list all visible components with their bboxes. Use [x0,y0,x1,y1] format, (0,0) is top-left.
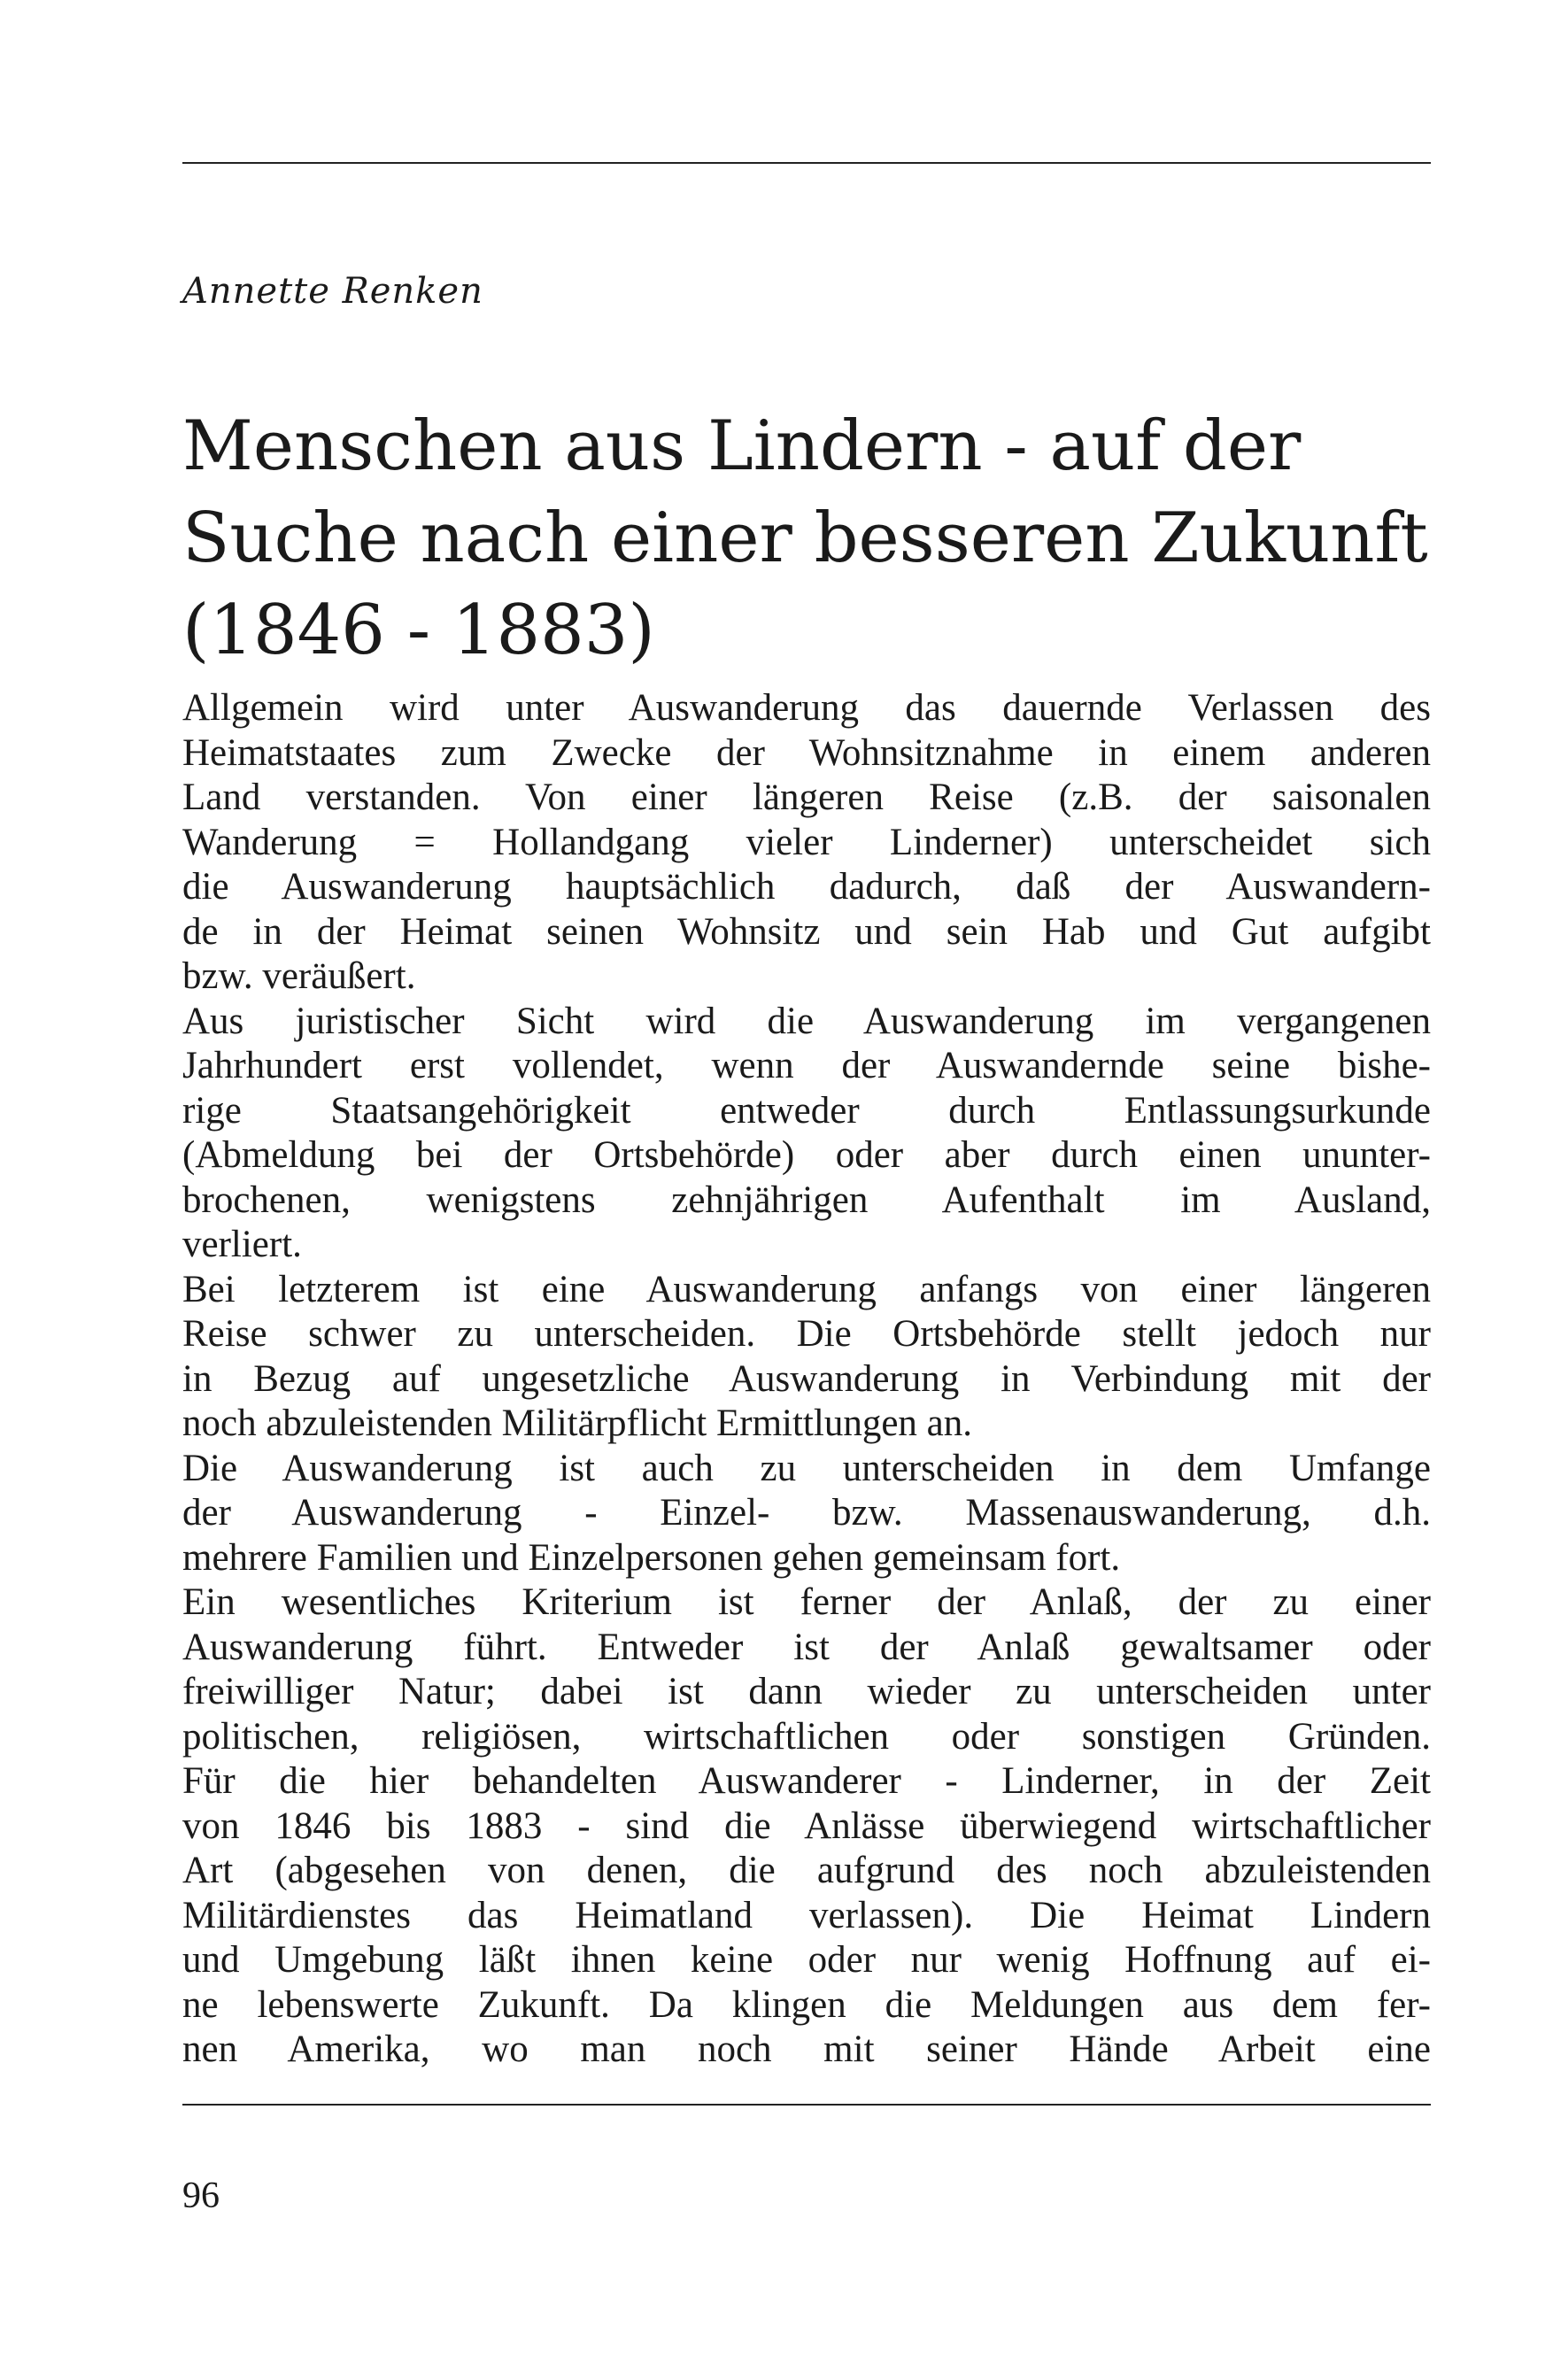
body-line: freiwilliger Natur; dabei ist dann wieder zu unterscheiden unter [182,1671,1431,1712]
body-line: Bei letzterem ist eine Auswanderung anfangs von einer längeren [182,1268,1431,1310]
body-line: Ein wesentliches Kriterium ist ferner der Anlaß, der zu einer [182,1581,1431,1623]
body-line: ne lebenswerte Zukunft. Da klingen die Meldungen aus dem fer- [182,1983,1431,2026]
body-line: die Auswanderung hauptsächlich dadurch, daß der Auswandern- [182,866,1431,908]
body-line: rige Staatsangehörigkeit entweder durch Entlassungsurkunde [182,1089,1431,1132]
body-line: Aus juristischer Sicht wird die Auswanderung im vergangenen [182,1000,1431,1042]
page-number: 96 [182,2175,220,2216]
author-name: Annette Renken [182,271,483,312]
article-title [182,400,1431,676]
title-line: Suche nach einer besseren Zukunft [182,498,1428,578]
body-line: politischen, religiösen, wirtschaftlichen oder sonstigen Gründen. [182,1715,1431,1758]
body-line: Art (abgesehen von denen, die aufgrund des noch abzuleistenden [182,1850,1431,1891]
body-line: Die Auswanderung ist auch zu unterscheiden in dem Umfange [182,1447,1431,1489]
body-line: Auswanderung führt. Entweder ist der Anlaß gewaltsamer oder [182,1626,1431,1668]
body-line: Jahrhundert erst vollendet, wenn der Auswandernde seine bishe- [182,1045,1431,1086]
body-line: Reise schwer zu unterscheiden. Die Ortsbehörde stellt jedoch nur [182,1313,1431,1355]
body-line: brochenen, wenigstens zehnjährigen Aufenthalt im Ausland, [182,1178,1431,1221]
top-rule [182,162,1431,164]
body-line: von 1846 bis 1883 - sind die Anlässe überwiegend wirtschaftlicher [182,1804,1431,1847]
body-text [182,686,1431,2073]
body-line: Für die hier behandelten Auswanderer - Linderner, in der Zeit [182,1760,1431,1802]
body-line: Heimatstaates zum Zwecke der Wohnsitznahme in einem anderen [182,731,1431,774]
title-line: (1846 - 1883) [182,591,655,670]
body-line: noch abzuleistenden Militärpflicht Ermittlungen an. [182,1402,972,1444]
body-line: in Bezug auf ungesetzliche Auswanderung in Verbindung mit der [182,1357,1431,1400]
bottom-rule [182,2104,1431,2106]
body-line: und Umgebung läßt ihnen keine oder nur wenig Hoffnung auf ei- [182,1939,1431,1981]
title-line: Menschen aus Lindern - auf der [182,406,1302,486]
body-line: (Abmeldung bei der Ortsbehörde) oder aber durch einen ununter- [182,1134,1431,1176]
body-line: Wanderung = Hollandgang vieler Linderner) unterscheidet sich [182,821,1431,863]
body-line: Militärdienstes das Heimatland verlassen). Die Heimat Lindern [182,1894,1431,1936]
body-line: der Auswanderung - Einzel- bzw. Massenauswanderung, d.h. [182,1492,1431,1534]
body-line: verliert. [182,1224,302,1265]
body-line: Land verstanden. Von einer längeren Reise (z.B. der saisonalen [182,777,1431,818]
body-line: de in der Heimat seinen Wohnsitz und sein Hab und Gut aufgibt [182,910,1431,953]
body-line: nen Amerika, wo man noch mit seiner Hände Arbeit eine [182,2028,1431,2070]
body-line: bzw. veräußert. [182,955,416,997]
body-line: Allgemein wird unter Auswanderung das dauernde Verlassen des [182,687,1431,729]
body-line: mehrere Familien und Einzelpersonen gehen gemeinsam fort. [182,1536,1121,1579]
